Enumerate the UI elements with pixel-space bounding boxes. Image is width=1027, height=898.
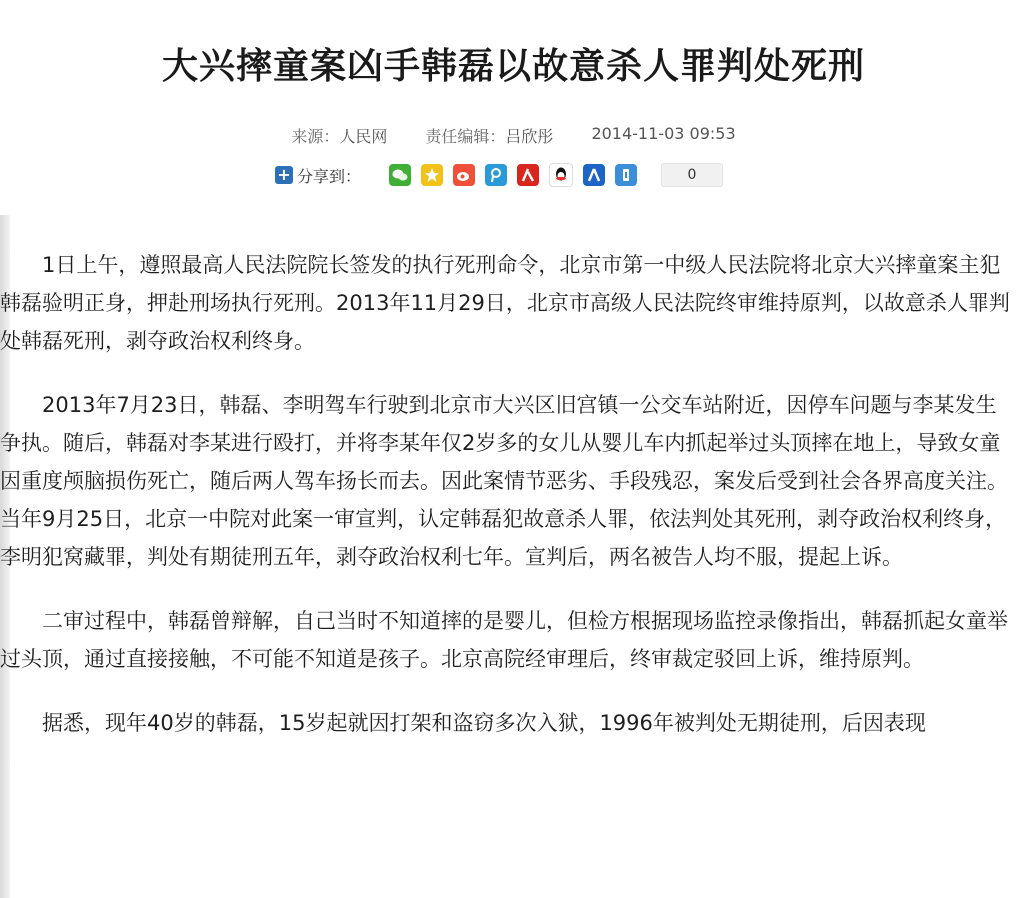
- qzone-icon[interactable]: [421, 164, 443, 186]
- more-icon[interactable]: [615, 164, 637, 186]
- paragraph-1: 1日上午，遵照最高人民法院院长签发的执行死刑命令，北京市第一中级人民法院将北京大兴摔童案主犯韩磊验明正身，押赴刑场执行死刑。2013年11月29日，北京市高级人民法院终审维持原判，以故意杀人罪判处韩磊死刑，剥夺政治权利终身。: [0, 253, 1010, 353]
- article-body: [0, 246, 1010, 768]
- source-value[interactable]: 人民网: [339, 127, 388, 146]
- editor: [425, 124, 553, 147]
- plus-icon[interactable]: +: [275, 166, 293, 184]
- tencent-weibo-icon[interactable]: [485, 164, 507, 186]
- article-meta: [0, 124, 1027, 147]
- share-bar: [275, 162, 723, 188]
- wechat-icon[interactable]: [389, 164, 411, 186]
- source-label: 来源：: [291, 127, 340, 146]
- share-label: 分享到：: [297, 166, 362, 186]
- editor-label: 责任编辑：: [425, 127, 506, 146]
- share-count: 0: [661, 163, 723, 187]
- article-title: 大兴摔童案凶手韩磊以故意杀人罪判处死刑: [161, 46, 865, 87]
- editor-value: 吕欣彤: [505, 127, 554, 146]
- paragraph-2: 2013年7月23日，韩磊、李明驾车行驶到北京市大兴区旧宫镇一公交车站附近，因停车问题与李某发生争执。随后，韩磊对李某进行殴打，并将李某年仅2岁多的女儿从婴儿车内抓起举过头顶摔在地上，导致女童因重度颅脑损伤死亡，随后两人驾车扬长而去。因此案情节恶劣、手段残忍，案发后受到社会各界高度关注。当年9月25日，北京一中院对此案一审宣判，认定韩磊犯故意杀人罪，依法判处其死刑，剥夺政治权利终身，李明犯窝藏罪，判处有期徒刑五年，剥夺政治权利七年。宣判后，两名被告人均不服，提起上诉。: [0, 393, 1008, 569]
- source: [291, 124, 387, 147]
- weibo-icon[interactable]: [453, 164, 475, 186]
- people-icon[interactable]: [583, 164, 605, 186]
- renren-icon[interactable]: [517, 164, 539, 186]
- paragraph-4: 据悉，现年40岁的韩磊，15岁起就因打架和盗窃多次入狱，1996年被判处无期徒刑，后因表现: [42, 711, 926, 735]
- publish-datetime: 2014-11-03 09:53: [591, 124, 736, 143]
- paragraph-3: 二审过程中，韩磊曾辩解，自己当时不知道摔的是婴儿，但检方根据现场监控录像指出，韩磊抓起女童举过头顶，通过直接接触，不可能不知道是孩子。北京高院经审理后，终审裁定驳回上诉，维持原判。: [0, 609, 1008, 671]
- qq-icon[interactable]: [549, 163, 573, 187]
